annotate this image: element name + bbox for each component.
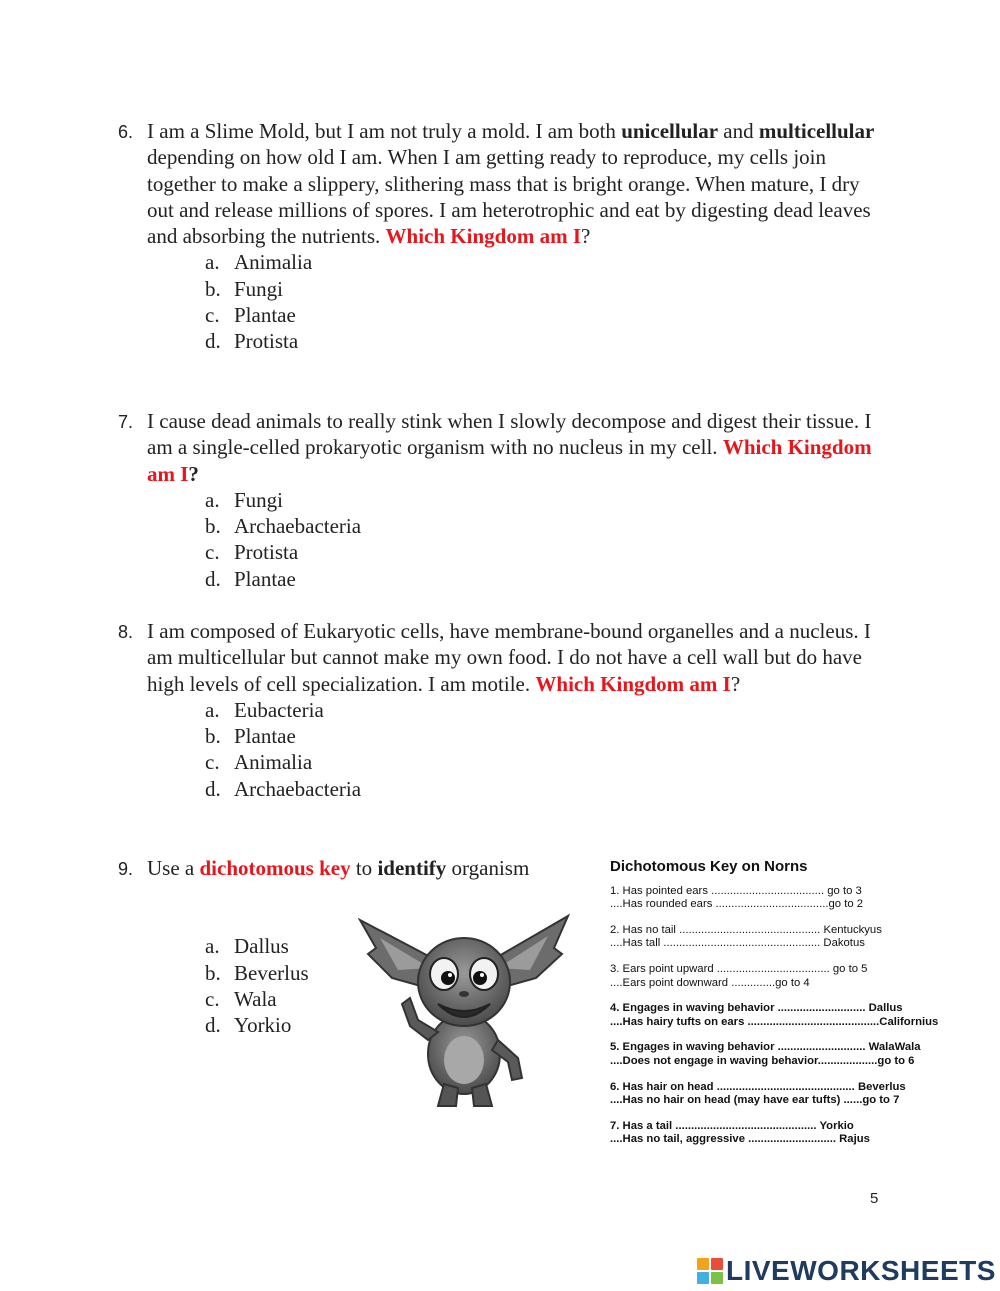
option-b[interactable]: b. Archaebacteria [205,514,362,539]
question-number: 8. [118,622,134,642]
norn-creature-image [358,908,570,1113]
option-c[interactable]: c. Plantae [205,303,296,328]
kingdom-prompt: Which Kingdom am I [147,435,872,486]
question-8 [118,618,878,802]
option-d[interactable]: d. Yorkio [205,1013,292,1038]
option-c[interactable]: c. Wala [205,986,277,1011]
option-b[interactable]: b. Fungi [205,276,284,301]
question-number: 9. [118,859,134,879]
answer-options [205,249,878,354]
key-step-7: 7. Has a tail ............................................. Yorkio ....Has no tail, aggressive ............................ Rajus [610,1119,870,1146]
option-c[interactable]: c. Protista [205,540,299,565]
option-d[interactable]: d. Plantae [205,566,296,591]
question-6 [118,118,878,355]
question-text: Use a dichotomous key to identify organism [147,856,530,880]
question-number: 6. [118,122,134,142]
answer-options [205,697,878,802]
question-7 [118,408,878,592]
key-step-6: 6. Has hair on head ............................................ Beverlus ....Has no hair on head (may have ear tufts) ......go to 7 [610,1080,906,1107]
option-a[interactable]: a. Dallus [205,934,289,959]
option-a[interactable]: a. Fungi [205,487,284,512]
key-step-4: 4. Engages in waving behavior ............................ Dallus ....Has hairy tufts on ears ..........................................Californius [610,1002,939,1028]
key-step-1: 1. Has pointed ears .................................... go to 3 ....Has rounded ears ....................................go to 2 [610,884,864,911]
key-title: Dichotomous Key on Norns [610,858,808,875]
option-b[interactable]: b. Beverlus [205,960,309,985]
option-a[interactable]: a. Eubacteria [205,697,324,722]
option-b[interactable]: b. Plantae [205,724,296,749]
option-a[interactable]: a. Animalia [205,250,313,275]
option-c[interactable]: c. Animalia [205,750,313,775]
option-d[interactable]: d. Archaebacteria [205,776,362,801]
question-number: 7. [118,412,134,432]
question-text: I cause dead animals to really stink when I slowly decompose and digest their tissue. I am a single-celled prokaryotic organism with no nucleus in my cell. Which Kingdom am I? [147,409,872,486]
dichotomous-key [610,860,960,1159]
key-step-2: 2. Has no tail ............................................. Kentuckyus ....Has tall .................................................. Dakotus [610,923,882,950]
answer-options [205,487,878,592]
brand-text: LIVEWORKSHEETS [726,1255,996,1286]
question-text: I am composed of Eukaryotic cells, have membrane-bound organelles and a nucleus. I am multicellular but cannot make my own food. I do not have a cell wall but do have high levels of cell specialization. I am motile. Which Kingdom am I? [147,619,871,696]
key-step-5: 5. Engages in waving behavior ............................ WalaWala ....Does not engage in waving behavior...................go to 6 [610,1041,921,1067]
liveworksheets-icon [697,1258,723,1284]
kingdom-prompt: Which Kingdom am I [385,224,581,249]
key-step-3: 3. Ears point upward .................................... go to 5 ....Ears point downward ..............go to 4 [610,962,868,989]
kingdom-prompt: Which Kingdom am I [535,671,731,696]
liveworksheets-logo[interactable] [697,1256,996,1286]
page-number: 5 [870,1190,879,1207]
option-d[interactable]: d. Protista [205,329,299,354]
question-text: I am a Slime Mold, but I am not truly a mold. I am both unicellular and multicellular depending on how old I am. When I am getting ready to reproduce, my cells join together to make a slippery, slithering mass that is bright orange. When mature, I dry out and release millions of spores. I am heterotrophic and eat by digesting dead leaves and absorbing the nutrients. Which Kingdom am I? [147,119,875,249]
